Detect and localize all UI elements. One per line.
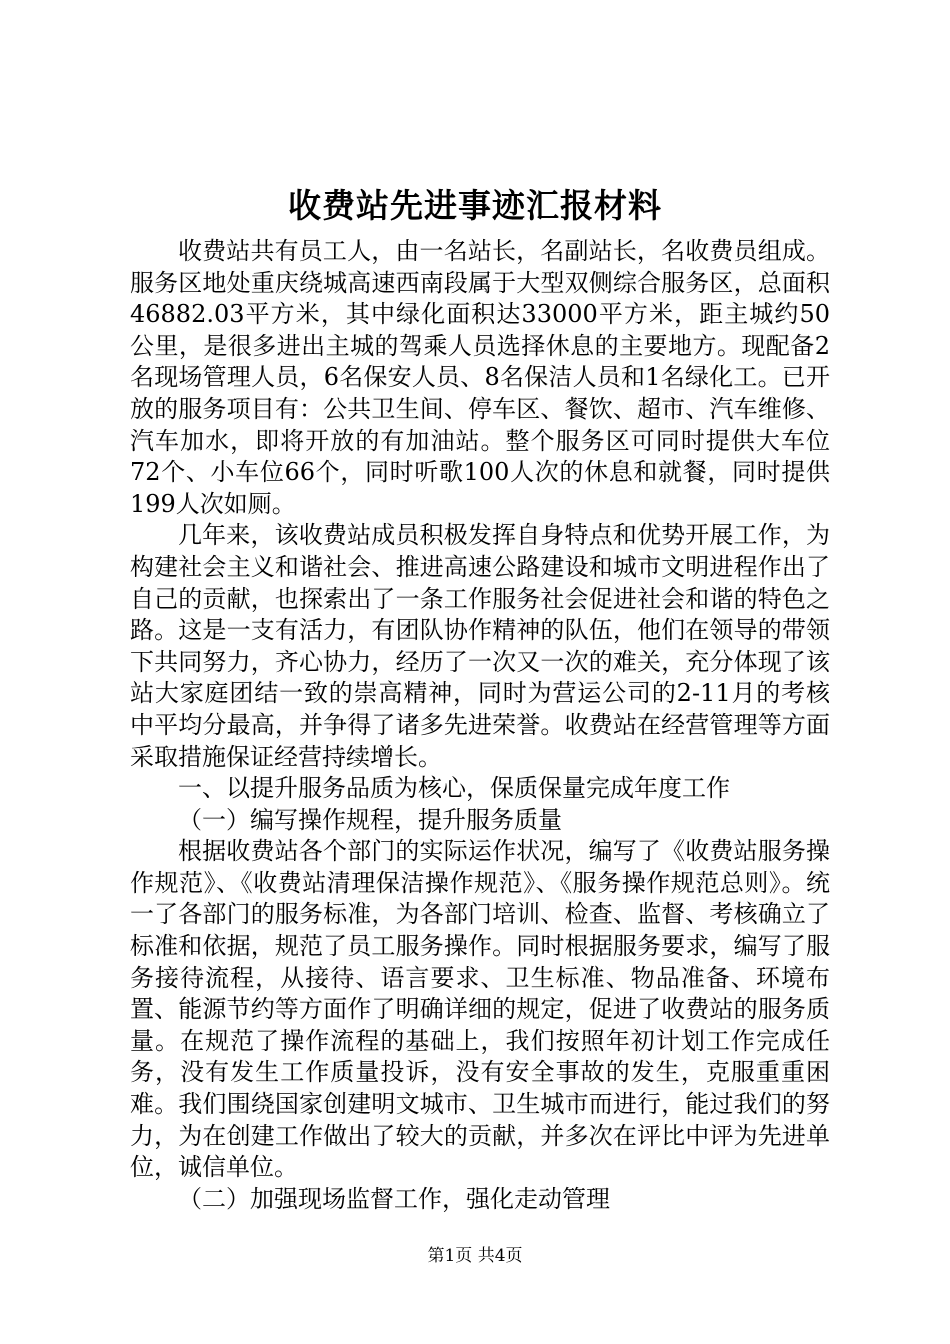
- subsection-heading-2: （二）加强现场监督工作，强化走动管理: [178, 1184, 610, 1213]
- section-heading-1: 一、以提升服务品质为核心，保质保量完成年度工作: [178, 774, 730, 803]
- document-title: 收费站先进事迹汇报材料: [288, 186, 662, 225]
- document-body: [130, 236, 830, 1215]
- paragraph-achievements: 几年来，该收费站成员积极发挥自身特点和优势开展工作，为构建社会主义和谐社会、推进高速公路建设和城市文明进程作出了自己的贡献，也探索出了一条工作服务社会促进社会和谐的特色之路。这是一支有活力，有团队协作精神的队伍，他们在领导的带领下共同努力，齐心协力，经历了一次又一次的难关，充分体现了该站大家庭团结一致的崇高精神，同时为营运公司的2-11月的考核中平均分最高，并争得了诸多先进荣誉。收费站在经营管理等方面采取措施保证经营持续增长。: [130, 521, 830, 771]
- page-footer: 第1页 共4页: [427, 1246, 523, 1266]
- paragraph-operations: 根据收费站各个部门的实际运作状况，编写了《收费站服务操作规范》、《收费站清理保洁操作规范》、《服务操作规范总则》。统一了各部门的服务标准，为各部门培训、检查、监督、考核确立了标准和依据，规范了员工服务操作。同时根据服务要求，编写了服务接待流程，从接待、语言要求、卫生标准、物品准备、环境布置、能源节约等方面作了明确详细的规定，促进了收费站的服务质量。在规范了操作流程的基础上，我们按照年初计划工作完成任务，没有发生工作质量投诉，没有安全事故的发生，克服重重困难。我们围绕国家创建明文城市、卫生城市而进行，能过我们的努力，为在创建工作做出了较大的贡献，并多次在评比中评为先进单位，诚信单位。: [130, 837, 830, 1182]
- paragraph-intro: 收费站共有员工人，由一名站长，名副站长，名收费员组成。服务区地处重庆绕城高速西南段属于大型双侧综合服务区，总面积46882.03平方米，其中绿化面积达33000平方米，距主城约50公里，是很多进出主城的驾乘人员选择休息的主要地方。现配备2名现场管理人员，6名保安人员、8名保洁人员和1名绿化工。已开放的服务项目有：公共卫生间、停车区、餐饮、超市、汽车维修、汽车加水，即将开放的有加油站。整个服务区可同时提供大车位72个、小车位66个，同时听歌100人次的休息和就餐，同时提供199人次如厕。: [130, 237, 830, 518]
- subsection-heading-1: （一）编写操作规程，提升服务质量: [178, 805, 562, 834]
